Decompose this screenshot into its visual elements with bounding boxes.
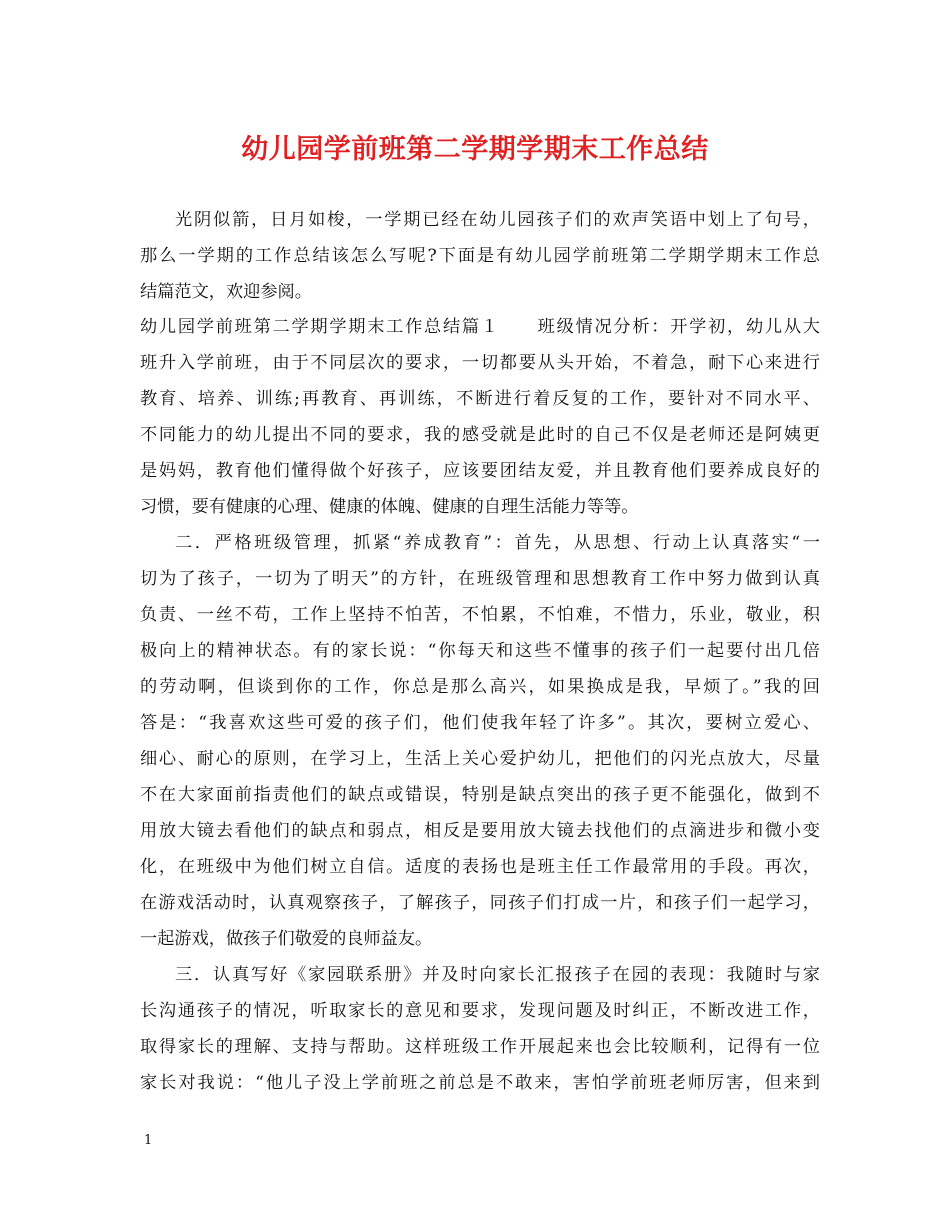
paragraph-line: 一起游戏，做孩子们敬爱的良师益友。 <box>140 929 433 949</box>
paragraph-line: 在游戏活动时，认真观察孩子，了解孩子，同孩子们打成一片，和孩子们一起学习， <box>140 893 820 913</box>
paragraph-line: 细心、耐心的原则，在学习上，生活上关心爱护幼儿，把他们的闪光点放大，尽量 <box>140 749 820 769</box>
paragraph-line: 那么一学期的工作总结该怎么写呢?下面是有幼儿园学前班第二学期学期末工作总 <box>140 246 820 266</box>
paragraph-line: 家长对我说：“他儿子没上学前班之前总是不敢来，害怕学前班老师厉害，但来到 <box>140 1073 820 1093</box>
paragraph-line: 的劳动啊，但谈到你的工作，你总是那么高兴，如果换成是我，早烦了。”我的回 <box>140 677 820 697</box>
paragraph-line: 教育、培养、训练;再教育、再训练，不断进行着反复的工作，要针对不同水平、 <box>140 389 820 409</box>
paragraph-line: 习惯，要有健康的心理、健康的体魄、健康的自理生活能力等等。 <box>140 497 639 517</box>
paragraph-line: 结篇范文，欢迎参阅。 <box>140 282 312 302</box>
paragraph-line: 长沟通孩子的情况，听取家长的意见和要求，发现问题及时纠正，不断改进工作， <box>140 1001 820 1021</box>
paragraph-line: 取得家长的理解、支持与帮助。这样班级工作开展起来也会比较顺利，记得有一位 <box>140 1037 820 1057</box>
paragraph-line: 光阴似箭，日月如梭，一学期已经在幼儿园孩子们的欢声笑语中划上了句号， <box>175 210 820 230</box>
page-number: 1 <box>144 1133 153 1148</box>
paragraph-line: 极向上的精神状态。有的家长说：“你每天和这些不懂事的孩子们一起要付出几倍 <box>140 641 820 661</box>
paragraph-line: 三．认真写好《家园联系册》并及时向家长汇报孩子在园的表现：我随时与家 <box>175 965 820 985</box>
document-title: 幼儿园学前班第二学期学期末工作总结 <box>241 134 709 165</box>
paragraph-line: 不同能力的幼儿提出不同的要求，我的感受就是此时的自己不仅是老师还是阿姨更 <box>140 425 820 445</box>
paragraph-line: 负责、一丝不苟，工作上坚持不怕苦，不怕累，不怕难，不惜力，乐业，敬业，积 <box>140 605 820 625</box>
paragraph-line: 不在大家面前指责他们的缺点或错误，特别是缺点突出的孩子更不能强化，做到不 <box>140 785 820 805</box>
paragraph-line: 用放大镜去看他们的缺点和弱点，相反是要用放大镜去找他们的点滴进步和微小变 <box>140 821 820 841</box>
paragraph-line: 是妈妈，教育他们懂得做个好孩子，应该要团结友爱，并且教育他们要养成良好的 <box>140 461 820 481</box>
paragraph-line: 班升入学前班，由于不同层次的要求，一切都要从头开始，不着急，耐下心来进行 <box>140 353 820 373</box>
paragraph-line: 化，在班级中为他们树立自信。适度的表扬也是班主任工作最常用的手段。再次， <box>140 857 820 877</box>
paragraph-line: 幼儿园学前班第二学期学期末工作总结篇１ 班级情况分析：开学初，幼儿从大 <box>140 317 820 337</box>
paragraph-line: 二．严格班级管理，抓紧“养成教育”：首先，从思想、行动上认真落实“一 <box>175 533 820 553</box>
paragraph-line: 答是：“我喜欢这些可爱的孩子们，他们使我年轻了许多”。其次，要树立爱心、 <box>140 713 820 733</box>
paragraph-line: 切为了孩子，一切为了明天”的方针，在班级管理和思想教育工作中努力做到认真 <box>140 569 820 589</box>
